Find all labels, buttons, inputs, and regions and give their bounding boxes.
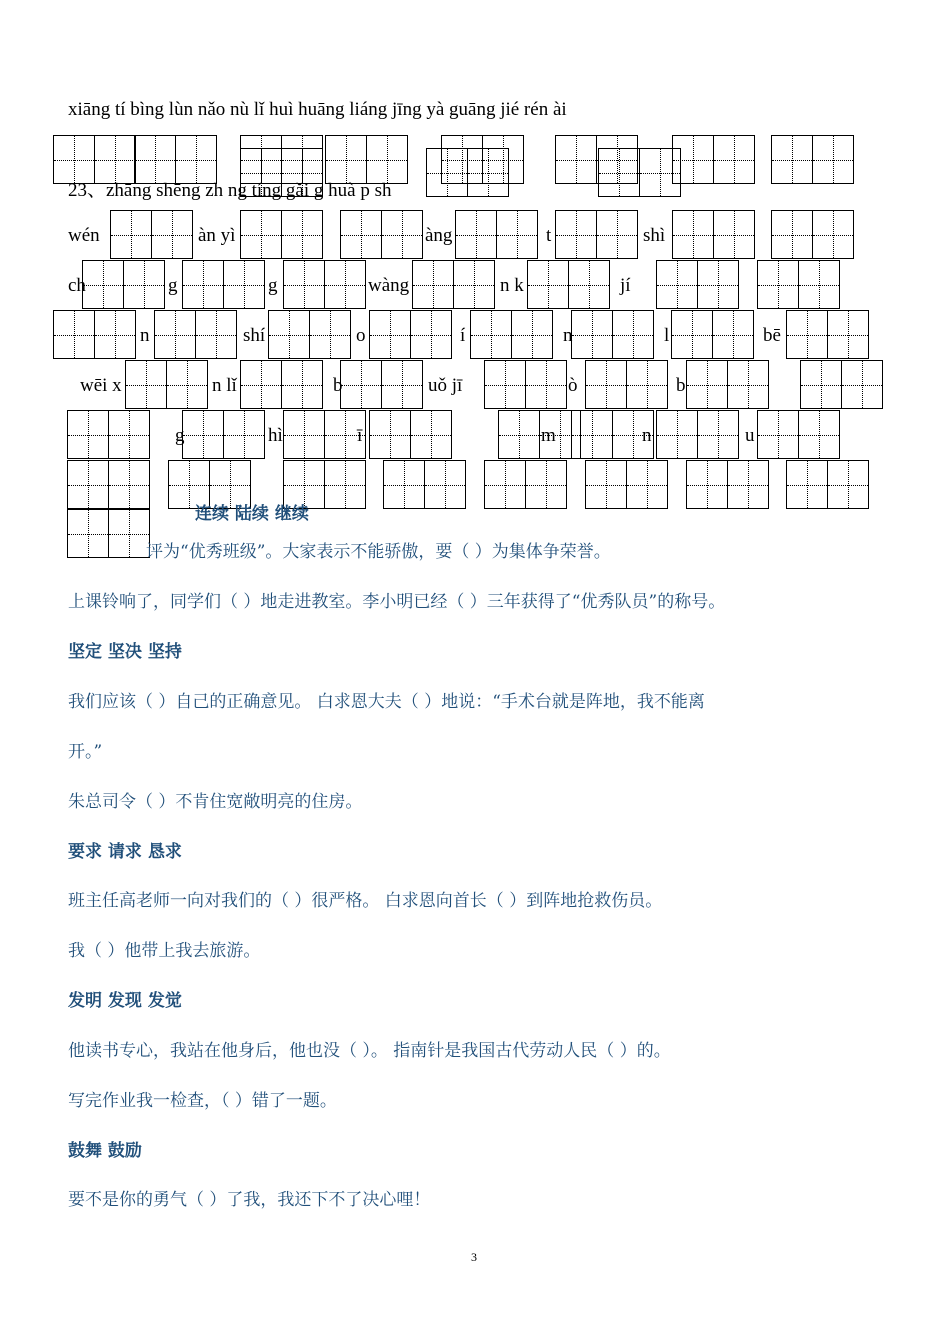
writing-grid[interactable] — [656, 260, 739, 309]
pinyin-fragment: ch — [68, 275, 86, 296]
pinyin-fragment: t — [546, 225, 552, 246]
pinyin-fragment: u — [745, 425, 755, 446]
pinyin-fragment: àn yì — [198, 225, 236, 246]
pinyin-fragment: hì — [268, 425, 283, 446]
page-number: 3 — [471, 1250, 477, 1264]
writing-grid[interactable] — [686, 360, 769, 409]
pinyin-fragment: n lǐ — [212, 375, 237, 396]
pinyin-fragment: í — [460, 325, 466, 346]
pinyin-fragment: shí — [243, 325, 266, 346]
writing-grid[interactable] — [53, 310, 136, 359]
writing-grid[interactable] — [325, 135, 408, 184]
writing-grid[interactable] — [67, 410, 150, 459]
writing-grid[interactable] — [369, 410, 452, 459]
pinyin-fragment: n — [563, 325, 573, 346]
exercise-sentence: 开。” — [68, 742, 103, 762]
exercise-sentence: 班主任高老师一向对我们的（ ）很严格。 白求恩向首长（ ）到阵地抢救伤员。 — [68, 891, 663, 911]
writing-grid[interactable] — [369, 310, 452, 359]
pinyin-row-2: 23、zhāng shēng zh ng tíng gǎi g huà p sh — [68, 180, 392, 201]
pinyin-fragment: wén — [68, 225, 100, 246]
writing-grid[interactable] — [771, 135, 854, 184]
writing-grid[interactable] — [268, 310, 351, 359]
word-group-4: 发明 发现 发觉 — [68, 991, 182, 1011]
word-group-2: 坚定 坚决 坚持 — [68, 642, 182, 662]
writing-grid[interactable] — [484, 460, 567, 509]
pinyin-fragment: ò — [568, 375, 578, 396]
pinyin-row-1: xiāng tí bìng lùn nǎo nù lǐ huì huāng liáng jīng yà guāng jié rén ài — [68, 99, 567, 120]
exercise-sentence: 他读书专心，我站在他身后，他也没（ ）。 指南针是我国古代劳动人民（ ）的。 — [68, 1041, 671, 1061]
writing-grid[interactable] — [240, 210, 323, 259]
exercise-sentence: 上课铃响了，同学们（ ）地走进教室。李小明已经（ ）三年获得了“优秀队员”的称号。 — [68, 592, 726, 612]
writing-grid[interactable] — [786, 460, 869, 509]
exercise-sentence: 我（ ）他带上我去旅游。 — [68, 941, 261, 961]
pinyin-fragment: b — [676, 375, 686, 396]
exercise-sentence: 我们应该（ ）自己的正确意见。 白求恩大夫（ ）地说：“手术台就是阵地，我不能离 — [68, 692, 705, 712]
writing-grid[interactable] — [686, 460, 769, 509]
writing-grid[interactable] — [283, 260, 366, 309]
writing-grid[interactable] — [53, 135, 217, 184]
writing-grid[interactable] — [571, 410, 654, 459]
writing-grid[interactable] — [470, 310, 553, 359]
writing-grid[interactable] — [455, 210, 538, 259]
writing-grid[interactable] — [672, 135, 755, 184]
writing-grid[interactable] — [598, 148, 681, 197]
exercise-sentence: 评为“优秀班级”。大家表示不能骄傲，要（ ）为集体争荣誉。 — [146, 542, 611, 562]
writing-grid[interactable] — [240, 360, 323, 409]
word-group-3: 要求 请求 恳求 — [68, 842, 182, 862]
writing-grid[interactable] — [182, 410, 265, 459]
pinyin-fragment: jí — [620, 275, 631, 296]
writing-grid[interactable] — [571, 310, 654, 359]
pinyin-fragment: wàng — [368, 275, 410, 296]
writing-grid[interactable] — [426, 148, 509, 197]
pinyin-fragment: b — [333, 375, 343, 396]
writing-grid[interactable] — [110, 210, 193, 259]
pinyin-fragment: o — [356, 325, 366, 346]
writing-grid[interactable] — [240, 148, 323, 197]
writing-grid[interactable] — [672, 210, 755, 259]
word-group-1: 连续 陆续 继续 — [195, 504, 309, 524]
word-group-5: 鼓舞 鼓励 — [68, 1141, 142, 1161]
writing-grid[interactable] — [82, 260, 165, 309]
writing-grid[interactable] — [484, 360, 567, 409]
pinyin-fragment: g — [268, 275, 278, 296]
writing-grid[interactable] — [671, 310, 754, 359]
pinyin-fragment: g — [168, 275, 178, 296]
pinyin-fragment: bē — [763, 325, 781, 346]
writing-grid[interactable] — [656, 410, 739, 459]
pinyin-fragment: àng — [425, 225, 453, 246]
pinyin-fragment: uǒ jī — [428, 375, 463, 396]
writing-grid[interactable] — [555, 210, 638, 259]
writing-grid[interactable] — [340, 360, 423, 409]
writing-grid[interactable] — [67, 509, 150, 558]
exercise-sentence: 要不是你的勇气（ ）了我，我还下不了决心哩！ — [68, 1190, 431, 1210]
writing-grid[interactable] — [527, 260, 610, 309]
pinyin-fragment: ī — [357, 425, 363, 446]
pinyin-fragment: g — [175, 425, 185, 446]
writing-grid[interactable] — [412, 260, 495, 309]
pinyin-fragment: n — [140, 325, 150, 346]
writing-grid[interactable] — [383, 460, 466, 509]
pinyin-fragment: n — [642, 425, 652, 446]
writing-grid[interactable] — [757, 410, 840, 459]
writing-grid[interactable] — [585, 460, 668, 509]
pinyin-fragment: m — [541, 425, 556, 446]
writing-grid[interactable] — [340, 210, 423, 259]
writing-grid[interactable] — [154, 310, 237, 359]
exercise-sentence: 朱总司令（ ）不肯住宽敞明亮的住房。 — [68, 792, 363, 812]
pinyin-fragment: shì — [643, 225, 666, 246]
exercise-sentence: 写完作业我一检查，（ ）错了一题。 — [68, 1091, 337, 1111]
writing-grid[interactable] — [125, 360, 208, 409]
writing-grid[interactable] — [800, 360, 883, 409]
writing-grid[interactable] — [585, 360, 668, 409]
writing-grid[interactable] — [182, 260, 265, 309]
writing-grid[interactable] — [786, 310, 869, 359]
writing-grid[interactable] — [67, 460, 150, 509]
pinyin-fragment: l — [664, 325, 670, 346]
writing-grid[interactable] — [771, 210, 854, 259]
pinyin-fragment: n k — [500, 275, 524, 296]
writing-grid[interactable] — [498, 410, 581, 459]
writing-grid[interactable] — [757, 260, 840, 309]
writing-grid[interactable] — [283, 410, 366, 459]
pinyin-fragment: wēi x — [80, 375, 122, 396]
